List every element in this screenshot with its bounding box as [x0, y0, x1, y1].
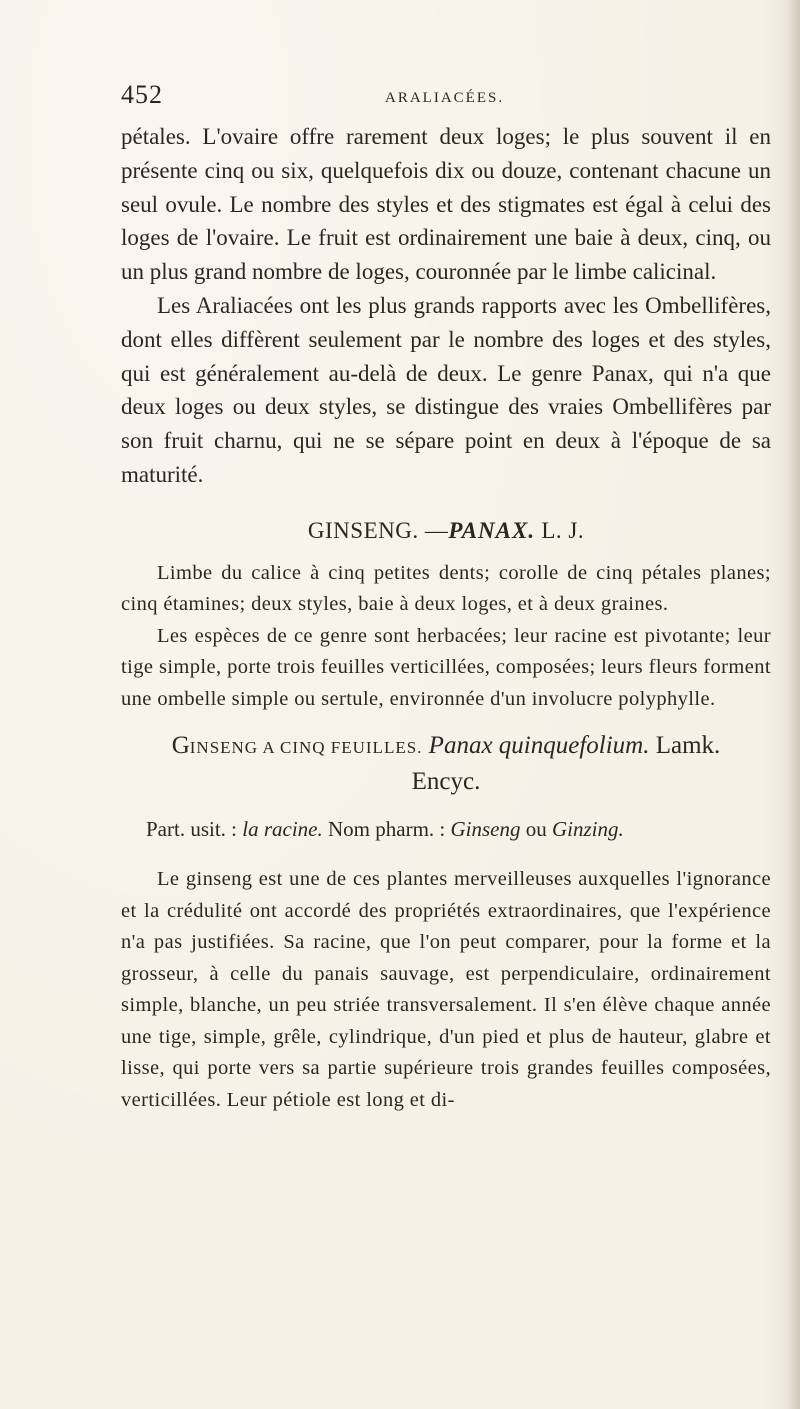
paragraph-ginseng-description: Le ginseng est une de ces plantes merveilleuses auxquelles l'ignorance et la crédulité ont accordé des propriétés extraordinaires, que l'expérience n'a pas justifiées. Sa racine, que l'on peut comparer, pour la forme et la grosseur, à celle du panais sauvage, est perpendiculaire, ordinairement simple, blanche, un peu striée transversalement. Il s'en élève chaque année une tige, simple, grêle, cylindrique, d'un pied et plus de hauteur, glabre et lisse, qui porte vers sa partie supérieure trois grandes feuilles composées, verticillées. Leur pétiole est long et di-: [121, 868, 771, 1111]
species-heading: [121, 729, 771, 799]
species-common-initial: G: [171, 732, 190, 760]
page-content: [121, 80, 771, 1116]
species-latin-name: Panax quinquefolium.: [428, 732, 650, 760]
running-head: [121, 80, 771, 120]
species-heading-line1: [121, 729, 771, 765]
pharm-name-2: Ginzing.: [551, 817, 624, 842]
species-authority: Lamk.: [655, 732, 721, 760]
genus-authority: L. J.: [541, 517, 585, 543]
page-number: 452: [121, 80, 163, 109]
genus-heading: [121, 518, 771, 544]
species-work: Encyc.: [411, 768, 481, 796]
pharm-name-or: ou: [525, 817, 547, 842]
paragraph-genus-characters: Limbe du calice à cinq petites dents; corolle de cinq pétales planes; cinq étamines; deux styles, baie à deux loges, et à deux graines.: [121, 561, 771, 616]
genus-common-name: GINSENG.: [307, 517, 419, 543]
pharm-name-label: Nom pharm. :: [328, 817, 446, 842]
running-head-title: ARALIACÉES.: [385, 90, 505, 106]
part-used-label: Part. usit. :: [146, 817, 238, 842]
paragraph-affinities: Les Araliacées ont les plus grands rapports avec les Ombellifères, dont elles diffèrent seulement par le nombre des loges et des styles, qui est généralement au-delà de deux. Le genre Panax, qui n'a que deux loges ou deux styles, se distingue des vraies Ombellifères par son fruit charnu, qui ne se sépare point en deux à l'époque de sa maturité.: [121, 292, 771, 487]
genus-latin-name: PANAX.: [448, 517, 536, 543]
pharm-name-1: Ginseng: [450, 817, 521, 842]
species-common-name: INSENG A CINQ FEUILLES.: [189, 738, 423, 758]
page-edge-shadow: [786, 0, 800, 1409]
part-used-line: [146, 817, 771, 842]
part-used-value: la racine.: [242, 817, 323, 842]
paragraph-ovary: pétales. L'ovaire offre rarement deux loges; le plus souvent il en présente cinq ou six, quelquefois dix ou douze, contenant chacune un seul ovule. Le nombre des styles et des stigmates est égal à celui des loges de l'ovaire. Le fruit est ordinairement une baie à deux, cinq, ou un plus grand nombre de loges, couronnée par le limbe calicinal.: [121, 124, 771, 285]
genus-dash: —: [424, 517, 449, 543]
paragraph-genus-species: Les espèces de ce genre sont herbacées; leur racine est pivotante; leur tige simple, porte trois feuilles verticillées, composées; leurs fleurs forment une ombelle simple ou sertule, environnée d'un involucre polyphylle.: [121, 624, 771, 710]
